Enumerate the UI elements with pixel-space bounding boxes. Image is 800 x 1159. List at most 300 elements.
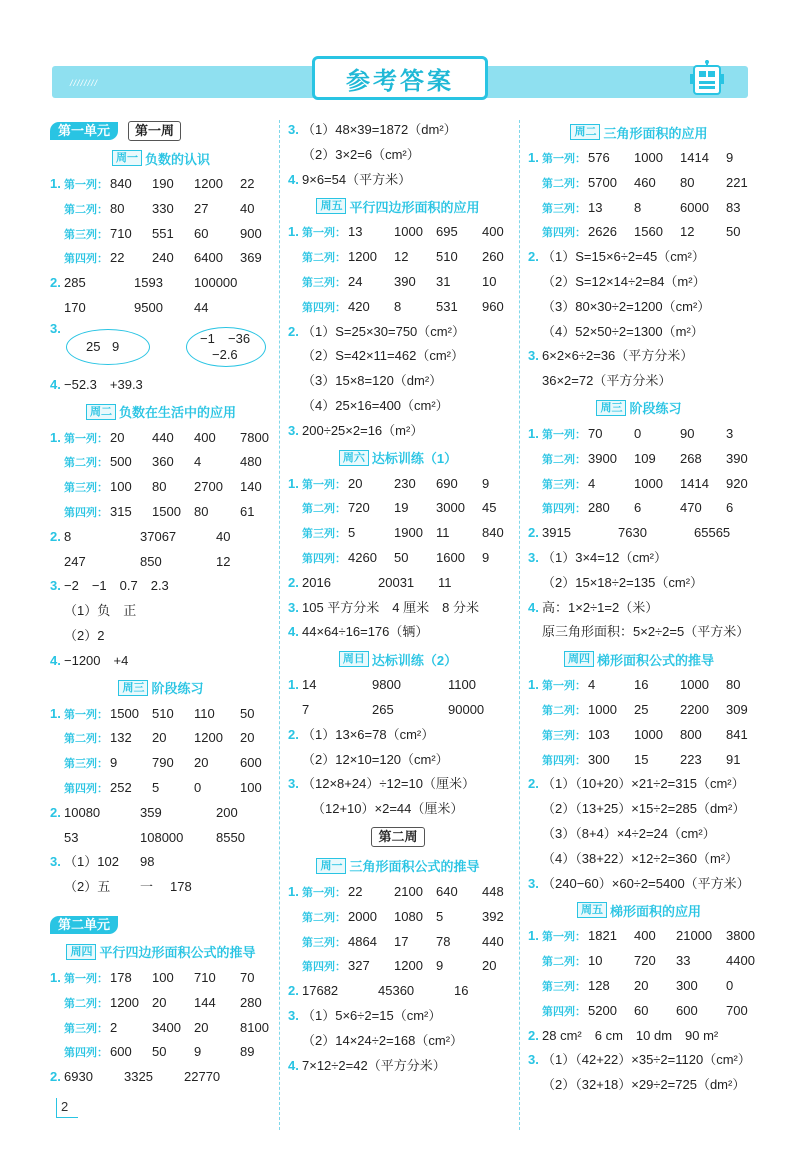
answer-row bbox=[50, 1065, 272, 1090]
answer-value: 695 bbox=[436, 224, 458, 240]
answer-value: 80 bbox=[194, 503, 209, 519]
answer-value: 65565 bbox=[694, 525, 731, 541]
answer-value: 40 bbox=[216, 528, 231, 544]
week-label: 第二周 bbox=[371, 827, 424, 847]
section-heading bbox=[50, 398, 272, 426]
answer-value: 0 bbox=[726, 977, 734, 993]
answer-value: 11 bbox=[436, 525, 450, 541]
day-tag: 周一 bbox=[112, 150, 142, 166]
answer-value: 20 bbox=[152, 730, 167, 746]
answer-value: 40 bbox=[240, 200, 255, 216]
answer-value: （2）12×10=120（cm²） bbox=[302, 751, 449, 767]
answer-value: 20 bbox=[240, 730, 255, 746]
question-number: 1. bbox=[528, 928, 539, 944]
answer-value: 531 bbox=[436, 298, 458, 314]
answer-row bbox=[288, 295, 508, 320]
question-number: 1. bbox=[50, 969, 61, 985]
answer-value: 50 bbox=[726, 224, 741, 240]
answer-value: 一 bbox=[140, 879, 154, 895]
row-label: 第四列： bbox=[302, 961, 346, 974]
answer-row bbox=[528, 344, 750, 369]
section-heading bbox=[288, 192, 508, 220]
answer-value: 90 bbox=[680, 425, 695, 441]
answer-value: 6930 bbox=[64, 1069, 93, 1085]
answer-row bbox=[50, 574, 272, 599]
answer-row bbox=[50, 373, 272, 398]
unit-badge: 第二单元 bbox=[50, 916, 118, 934]
answer-value: 6000 bbox=[680, 199, 709, 215]
answer-value: 14 bbox=[302, 677, 317, 693]
answer-value: （3）15×8=120（dm²） bbox=[302, 373, 443, 389]
section-title: 三角形面积公式的推导 bbox=[349, 859, 480, 875]
section-heading bbox=[50, 144, 272, 172]
question-number: 1. bbox=[528, 677, 539, 693]
answer-value: （2）3×2=6（cm²） bbox=[302, 146, 420, 162]
section-heading bbox=[528, 896, 750, 924]
answer-value: 4260 bbox=[348, 549, 377, 565]
answer-value: 103 bbox=[588, 726, 610, 742]
answer-value: 1821 bbox=[588, 928, 617, 944]
answer-value: 11 bbox=[438, 574, 452, 590]
answer-value: 1500 bbox=[152, 503, 181, 519]
answer-value: 690 bbox=[436, 475, 458, 491]
question-number: 2. bbox=[50, 1069, 61, 1085]
answer-value: 850 bbox=[140, 553, 162, 569]
answer-value: 108000 bbox=[140, 829, 184, 845]
answer-value: （3）（8+4）×4÷2=24（cm²） bbox=[542, 825, 716, 841]
section-title: 负数的认识 bbox=[144, 151, 210, 167]
answer-value: （12+10）×2=44（厘米） bbox=[312, 801, 464, 817]
question-number: 1. bbox=[288, 883, 299, 899]
section-heading bbox=[288, 444, 508, 472]
answer-value: （240−60）×60÷2=5400（平方米） bbox=[542, 875, 750, 891]
answer-value: 89 bbox=[240, 1044, 255, 1060]
answer-row bbox=[528, 270, 750, 295]
answer-value: 841 bbox=[726, 726, 748, 742]
question-number: 3. bbox=[288, 599, 299, 615]
answer-value: 960 bbox=[482, 298, 504, 314]
answer-value: 27 bbox=[194, 200, 209, 216]
answer-value: 309 bbox=[726, 701, 748, 717]
answer-value: 330 bbox=[152, 200, 174, 216]
answer-value: 20 bbox=[110, 429, 125, 445]
answer-value: −36 bbox=[228, 330, 251, 346]
answer-value: 44 bbox=[194, 299, 209, 315]
section-heading bbox=[528, 645, 750, 673]
row-label: 第三列： bbox=[302, 936, 346, 949]
row-label: 第三列： bbox=[542, 729, 586, 742]
answer-value: 3915 bbox=[542, 525, 571, 541]
answer-value: 1100 bbox=[448, 677, 476, 693]
answer-value: 80 bbox=[152, 479, 167, 495]
row-label: 第四列： bbox=[64, 782, 108, 795]
answer-row bbox=[50, 726, 272, 751]
row-label: 第二列： bbox=[302, 911, 346, 924]
week-label: 第一周 bbox=[128, 121, 181, 141]
answer-value: （2）14×24÷2=168（cm²） bbox=[302, 1032, 464, 1048]
answer-value: 1000 bbox=[394, 224, 423, 240]
answer-value: 1000 bbox=[680, 677, 709, 693]
answer-value: 252 bbox=[110, 779, 132, 795]
answer-row bbox=[528, 422, 750, 447]
answer-row bbox=[288, 620, 508, 645]
column-divider bbox=[279, 120, 280, 1130]
answer-value: 420 bbox=[348, 298, 370, 314]
answer-row bbox=[50, 826, 272, 851]
answer-row bbox=[288, 344, 508, 369]
answer-row bbox=[288, 797, 508, 822]
answer-row bbox=[528, 596, 750, 621]
answer-value: 2626 bbox=[588, 224, 617, 240]
answer-value: 80 bbox=[726, 677, 741, 693]
answer-row bbox=[50, 801, 272, 826]
answer-row bbox=[288, 880, 508, 905]
answer-value: （1）（10+20）×21÷2=315（cm²） bbox=[542, 776, 745, 792]
day-tag: 周一 bbox=[316, 858, 346, 874]
answer-row bbox=[50, 246, 272, 271]
answer-value: 144 bbox=[194, 994, 216, 1010]
answer-value: 360 bbox=[152, 454, 174, 470]
answer-value: 70 bbox=[240, 969, 255, 985]
answer-value: 600 bbox=[240, 755, 262, 771]
question-number: 3. bbox=[288, 122, 299, 137]
answer-value: 390 bbox=[394, 273, 416, 289]
row-label: 第三列： bbox=[542, 202, 586, 215]
answer-row bbox=[50, 500, 272, 525]
answer-value: 45360 bbox=[378, 983, 415, 999]
answer-value: 5 bbox=[436, 908, 444, 924]
answer-value: 720 bbox=[348, 500, 370, 516]
row-label: 第一列： bbox=[542, 428, 586, 441]
answer-value: 1000 bbox=[634, 726, 663, 742]
answer-row bbox=[288, 472, 508, 497]
answer-value: （1）3×4=12（cm²） bbox=[542, 549, 667, 565]
question-number: 2. bbox=[288, 574, 299, 590]
row-label: 第三列： bbox=[64, 1022, 108, 1035]
answer-row bbox=[528, 698, 750, 723]
answer-value: 4 bbox=[194, 454, 202, 470]
row-label: 第四列： bbox=[64, 1047, 108, 1060]
answer-row bbox=[288, 905, 508, 930]
answer-row bbox=[528, 146, 750, 171]
question-number: 4. bbox=[288, 624, 299, 640]
day-tag: 周五 bbox=[577, 902, 607, 918]
answer-value: 20 bbox=[348, 475, 363, 491]
row-label: 第二列： bbox=[542, 177, 586, 190]
answer-value: 6400 bbox=[194, 250, 223, 266]
answer-value: 128 bbox=[588, 977, 610, 993]
section-title: 阶段练习 bbox=[629, 401, 682, 417]
answer-value: 10080 bbox=[64, 804, 101, 820]
answer-value: 90000 bbox=[448, 701, 485, 717]
answer-value: 44×64÷16=176（辆） bbox=[302, 624, 429, 640]
answer-value: 280 bbox=[588, 500, 610, 516]
row-label: 第二列： bbox=[542, 956, 586, 969]
answer-value: −52.3 +39.3 bbox=[64, 376, 143, 392]
answer-row bbox=[288, 930, 508, 955]
row-label: 第三列： bbox=[64, 758, 108, 771]
answer-row bbox=[288, 571, 508, 596]
answer-row bbox=[50, 550, 272, 575]
question-number: 2. bbox=[50, 528, 61, 544]
question-number: 4. bbox=[528, 599, 539, 615]
question-number: 1. bbox=[528, 425, 539, 441]
answer-row bbox=[528, 447, 750, 472]
answer-row bbox=[288, 394, 508, 419]
answer-row bbox=[288, 772, 508, 797]
row-label: 第四列： bbox=[302, 301, 346, 314]
answer-row bbox=[50, 222, 272, 247]
answer-value: 原三角形面积：5×2÷2=5（平方米） bbox=[542, 624, 750, 640]
row-label: 第一列： bbox=[542, 153, 586, 165]
question-number: 1. bbox=[50, 429, 61, 445]
answer-row bbox=[50, 649, 272, 674]
answer-value: （1）102 bbox=[64, 854, 119, 870]
question-number: 4. bbox=[288, 1057, 299, 1073]
answer-value: −1 bbox=[200, 330, 215, 346]
answer-value: 100 bbox=[152, 969, 174, 985]
question-number: 2. bbox=[528, 1027, 539, 1043]
answer-value: 268 bbox=[680, 450, 702, 466]
answer-value: 400 bbox=[634, 928, 656, 944]
answer-value: 78 bbox=[436, 933, 451, 949]
answer-value: 400 bbox=[194, 429, 216, 445]
answer-value: 9 bbox=[482, 475, 490, 491]
answer-value: （2）S=42×11=462（cm²） bbox=[302, 348, 464, 364]
answer-value: 359 bbox=[140, 804, 162, 820]
answer-value: 240 bbox=[152, 250, 174, 266]
answer-value: （12×8+24）÷12=10（厘米） bbox=[302, 776, 475, 792]
answer-value: 21000 bbox=[676, 928, 713, 944]
answer-row bbox=[528, 723, 750, 748]
answer-column-1 bbox=[50, 118, 272, 1090]
answer-column-2 bbox=[288, 118, 508, 1078]
answer-value: 100000 bbox=[194, 275, 238, 291]
answer-value: −2 −1 0.7 2.3 bbox=[64, 578, 169, 594]
answer-value: 5 bbox=[152, 779, 160, 795]
row-label: 第一列： bbox=[302, 478, 346, 491]
answer-row bbox=[528, 772, 750, 797]
answer-value: 1560 bbox=[634, 224, 663, 240]
answer-value: 300 bbox=[676, 977, 698, 993]
answer-value: 700 bbox=[726, 1002, 748, 1018]
answer-value: 50 bbox=[394, 549, 409, 565]
answer-value: 8550 bbox=[216, 829, 245, 845]
answer-value: 3 bbox=[726, 425, 734, 441]
answer-row bbox=[50, 875, 272, 900]
answer-value: 440 bbox=[152, 429, 174, 445]
answer-row bbox=[50, 776, 272, 801]
answer-value: 170 bbox=[64, 299, 86, 315]
answer-value: 800 bbox=[680, 726, 702, 742]
answer-value: 22770 bbox=[184, 1069, 221, 1085]
answer-value: 20 bbox=[194, 1019, 209, 1035]
answer-row bbox=[50, 271, 272, 296]
answer-value: 178 bbox=[170, 879, 192, 895]
answer-value: 178 bbox=[110, 969, 132, 985]
answer-value: 190 bbox=[152, 176, 174, 191]
answer-value: 9 bbox=[110, 755, 118, 771]
answer-value: 510 bbox=[152, 705, 174, 721]
row-label: 第二列： bbox=[64, 203, 108, 216]
answer-value: 3325 bbox=[124, 1069, 153, 1085]
answer-value: 高：1×2÷1=2（米） bbox=[542, 599, 659, 615]
row-label: 第四列： bbox=[302, 552, 346, 565]
row-label: 第二列： bbox=[64, 457, 108, 470]
answer-value: 13 bbox=[588, 199, 603, 215]
answer-row bbox=[528, 748, 750, 773]
answer-value: 448 bbox=[482, 883, 504, 899]
section-title: 梯形面积的应用 bbox=[609, 903, 701, 919]
answer-value: 13 bbox=[348, 224, 363, 240]
answer-row bbox=[50, 1016, 272, 1041]
row-label: 第二列： bbox=[542, 704, 586, 717]
answer-value: 280 bbox=[240, 994, 262, 1010]
answer-value: 50 bbox=[152, 1044, 167, 1060]
section-title: 达标训练（1） bbox=[371, 451, 458, 467]
answer-value: 4 bbox=[588, 677, 596, 693]
answer-value: （4）25×16=400（cm²） bbox=[302, 397, 449, 413]
answer-value: 17682 bbox=[302, 983, 339, 999]
answer-value: 53 bbox=[64, 829, 79, 845]
question-number: 1. bbox=[50, 705, 61, 721]
answer-value: 140 bbox=[240, 479, 262, 495]
day-tag: 周二 bbox=[86, 404, 116, 420]
row-label: 第三列： bbox=[302, 528, 346, 541]
answer-value: （1）13×6=78（cm²） bbox=[302, 726, 435, 742]
answer-value: 8 bbox=[64, 528, 72, 544]
header-stripes: //////// bbox=[70, 78, 99, 88]
answer-value: 98 bbox=[140, 854, 155, 870]
answer-row bbox=[528, 974, 750, 999]
answer-value: 600 bbox=[676, 1002, 698, 1018]
oval-set bbox=[66, 329, 150, 365]
question-number: 4. bbox=[50, 376, 61, 392]
answer-value: 1000 bbox=[634, 475, 663, 491]
answer-row bbox=[50, 624, 272, 649]
answer-value: 132 bbox=[110, 730, 132, 746]
answer-value: 551 bbox=[152, 225, 174, 241]
unit-badge: 第一单元 bbox=[50, 122, 118, 140]
answer-value: 3400 bbox=[152, 1019, 181, 1035]
answer-row bbox=[288, 673, 508, 698]
answer-value: 600 bbox=[110, 1044, 132, 1060]
answer-value: 0 bbox=[194, 779, 202, 795]
section-title: 阶段练习 bbox=[151, 681, 204, 697]
answer-value: 70 bbox=[588, 425, 603, 441]
answer-row bbox=[50, 850, 272, 875]
answer-row bbox=[528, 245, 750, 270]
answer-value: （3）80×30÷2=1200（cm²） bbox=[542, 298, 711, 314]
answer-value: 1600 bbox=[436, 549, 465, 565]
answer-value: 9 bbox=[112, 338, 120, 354]
answer-row bbox=[288, 1004, 508, 1029]
answer-value: 1080 bbox=[394, 908, 423, 924]
answer-row bbox=[288, 698, 508, 723]
answer-value: 33 bbox=[676, 953, 691, 969]
answer-row bbox=[288, 220, 508, 245]
answer-value: 369 bbox=[240, 250, 262, 266]
day-tag: 周四 bbox=[564, 651, 594, 667]
answer-row bbox=[288, 546, 508, 571]
answer-value: 28 cm² 6 cm 10 dm 90 m² bbox=[542, 1027, 719, 1043]
answer-value: 1900 bbox=[394, 525, 423, 541]
answer-value: 31 bbox=[436, 273, 451, 289]
answer-value: 20031 bbox=[378, 574, 415, 590]
answer-value: 20 bbox=[194, 755, 209, 771]
answer-value: 1414 bbox=[680, 475, 709, 491]
answer-value: 400 bbox=[482, 224, 504, 240]
answer-value: 109 bbox=[634, 450, 656, 466]
answer-value: 1200 bbox=[348, 249, 377, 265]
answer-value: 5 bbox=[348, 525, 356, 541]
section-heading bbox=[288, 645, 508, 673]
row-label: 第二列： bbox=[542, 453, 586, 466]
answer-value: 3900 bbox=[588, 450, 617, 466]
answer-value: 9 bbox=[194, 1044, 202, 1060]
answer-value: 91 bbox=[726, 751, 741, 767]
answer-row bbox=[528, 196, 750, 221]
answer-row bbox=[528, 949, 755, 974]
unit-heading bbox=[50, 912, 272, 938]
answer-row bbox=[528, 1024, 750, 1049]
day-tag: 周二 bbox=[570, 124, 600, 140]
answer-value: 7800 bbox=[240, 429, 269, 445]
answer-row bbox=[528, 369, 750, 394]
row-label: 第三列： bbox=[64, 228, 108, 241]
answer-row bbox=[288, 979, 508, 1004]
question-number: 2. bbox=[528, 525, 539, 541]
row-label: 第四列： bbox=[542, 754, 586, 767]
answer-row bbox=[50, 426, 272, 451]
row-label: 第四列： bbox=[64, 253, 108, 266]
answer-row bbox=[528, 295, 750, 320]
section-heading bbox=[528, 118, 750, 146]
answer-value: 100 bbox=[110, 479, 132, 495]
answer-row bbox=[288, 320, 508, 345]
row-label: 第三列： bbox=[542, 980, 586, 993]
answer-value: （1）5×6÷2=15（cm²） bbox=[302, 1007, 442, 1023]
answer-row bbox=[288, 1054, 508, 1079]
answer-value: 230 bbox=[394, 475, 416, 491]
question-number: 4. bbox=[288, 171, 299, 187]
answer-value: 3800 bbox=[726, 928, 755, 944]
answer-row bbox=[50, 751, 272, 776]
answer-value: 327 bbox=[348, 958, 370, 974]
answer-value: 22 bbox=[240, 176, 255, 191]
row-label: 第三列： bbox=[64, 482, 108, 495]
answer-value: 2 bbox=[110, 1019, 118, 1035]
answer-value: （1）48×39=1872（dm²） bbox=[302, 122, 457, 137]
answer-row bbox=[528, 472, 750, 497]
answer-value: 50 bbox=[240, 705, 255, 721]
answer-value: 20 bbox=[482, 958, 497, 974]
answer-value: 8100 bbox=[240, 1019, 269, 1035]
answer-value: 200 bbox=[216, 804, 238, 820]
column-divider bbox=[519, 120, 520, 1130]
answer-row bbox=[528, 999, 750, 1024]
section-title: 三角形面积的应用 bbox=[603, 125, 708, 141]
answer-value: 4 bbox=[588, 475, 596, 491]
answer-value: 7630 bbox=[618, 525, 647, 541]
answer-value: （2）2 bbox=[64, 627, 105, 643]
answer-value: 390 bbox=[726, 450, 748, 466]
question-number: 2. bbox=[528, 776, 539, 792]
answer-value: （2）15×18÷2=135（cm²） bbox=[542, 574, 704, 590]
answer-row bbox=[288, 723, 508, 748]
answer-row bbox=[288, 245, 508, 270]
answer-value: 8 bbox=[634, 199, 642, 215]
